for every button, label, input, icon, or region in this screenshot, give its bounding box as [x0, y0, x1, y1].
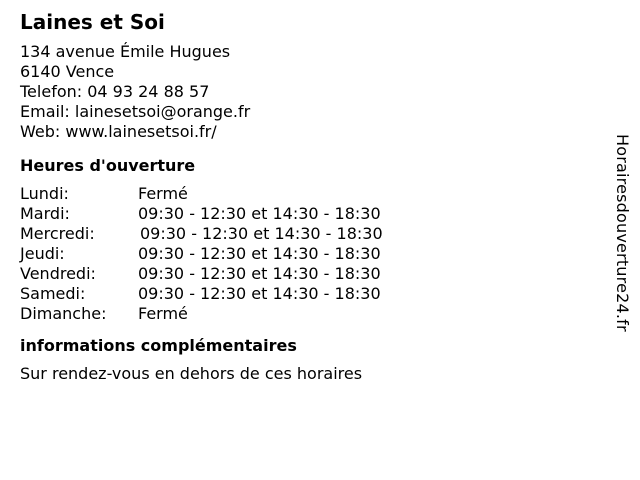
- hours-time: 09:30 - 12:30 et 14:30 - 18:30: [138, 264, 381, 283]
- hours-day: Mercredi:: [20, 224, 95, 243]
- hours-row-samedi: [20, 284, 600, 304]
- business-info-card: [20, 10, 600, 384]
- hours-time: 09:30 - 12:30 et 14:30 - 18:30: [138, 284, 381, 303]
- extra-info-title: informations complémentaires: [20, 336, 297, 355]
- hours-row-lundi: [20, 184, 600, 204]
- hours-day: Vendredi:: [20, 264, 96, 283]
- site-credit-vertical: Horairesdouverture24.fr: [613, 134, 632, 332]
- hours-time: 09:30 - 12:30 et 14:30 - 18:30: [138, 204, 381, 223]
- address-line-1: 134 avenue Émile Hugues: [20, 42, 231, 61]
- contact-block: [20, 42, 600, 142]
- opening-hours-title: Heures d'ouverture: [20, 156, 196, 175]
- hours-day: Samedi:: [20, 284, 86, 303]
- hours-row-dimanche: [20, 304, 600, 324]
- hours-row-jeudi: [20, 244, 600, 264]
- hours-row-mardi: [20, 204, 600, 224]
- hours-day: Lundi:: [20, 184, 69, 203]
- opening-hours-table: [20, 184, 600, 324]
- email-line: Email: lainesetsoi@orange.fr: [20, 102, 251, 121]
- extra-info-text: Sur rendez-vous en dehors de ces horaires: [20, 364, 363, 383]
- hours-day: Mardi:: [20, 204, 70, 223]
- hours-row-mercredi: [20, 224, 600, 244]
- web-line: Web: www.lainesetsoi.fr/: [20, 122, 217, 141]
- business-name: Laines et Soi: [20, 10, 165, 34]
- hours-time: 09:30 - 12:30 et 14:30 - 18:30: [138, 244, 381, 263]
- hours-day: Jeudi:: [20, 244, 65, 263]
- hours-row-vendredi: [20, 264, 600, 284]
- hours-day: Dimanche:: [20, 304, 107, 323]
- address-line-2: 6140 Vence: [20, 62, 115, 81]
- hours-time: Fermé: [138, 304, 188, 323]
- hours-time: 09:30 - 12:30 et 14:30 - 18:30: [140, 224, 383, 243]
- phone-line: Telefon: 04 93 24 88 57: [20, 82, 210, 101]
- hours-time: Fermé: [138, 184, 188, 203]
